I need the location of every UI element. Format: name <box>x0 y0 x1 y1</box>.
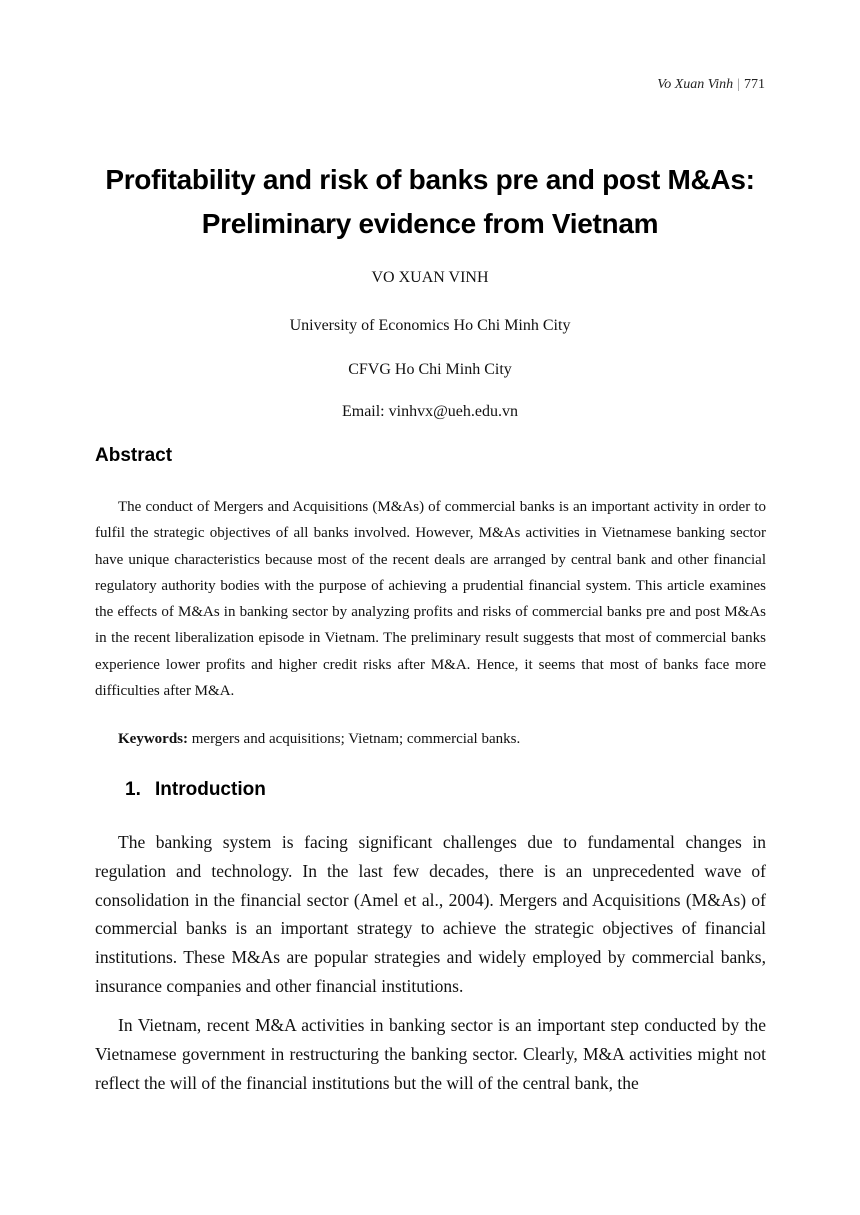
intro-paragraph-1: The banking system is facing significant challenges due to fundamental changes in regulation and technology. In the last few decades, there is an unprecedented wave of consolidation in the financial sector (Amel et al., 2004). Mergers and Acquisitions (M&As) of commercial banks is an important strategy to achieve the strategic objectives of financial institutions. These M&As are popular strategies and widely employed by commercial banks, insurance companies and other financial institutions. <box>95 832 766 996</box>
running-head <box>657 77 765 93</box>
author-name: VO XUAN VINH <box>371 269 489 286</box>
section-heading-introduction <box>125 779 266 801</box>
keywords-text: mergers and acquisitions; Vietnam; commercial banks. <box>191 731 521 747</box>
keywords <box>118 731 520 748</box>
page-number: 771 <box>744 77 765 92</box>
paper-title-line-1: Profitability and risk of banks pre and post M&As: <box>105 164 755 195</box>
author-email: Email: vinhvx@ueh.edu.vn <box>341 403 519 420</box>
abstract-text: The conduct of Mergers and Acquisitions (M&As) of commercial banks is an important activity in order to fulfil the strategic objectives of all banks involved. However, M&As activities in Vietnamese banking sector have unique characteristics because most of the recent deals are arranged by central bank and other financial regulatory authority bodies with the purpose of achieving a prudential financial system. This article examines the effects of M&As in banking sector by analyzing profits and risks of commercial banks pre and post M&As in the recent liberalization episode in Vietnam. The preliminary result suggests that most of commercial banks experience lower profits and higher credit risks after M&A. Hence, it seems that most of banks face more difficulties after M&A. <box>95 499 766 700</box>
abstract-heading: Abstract <box>95 445 173 466</box>
paper-title <box>60 158 800 246</box>
section-title: Introduction <box>155 779 266 800</box>
paper-title-line-2: Preliminary evidence from Vietnam <box>201 208 659 239</box>
running-head-author: Vo Xuan Vinh <box>657 77 734 92</box>
running-head-separator: | <box>737 77 740 92</box>
section-number: 1. <box>125 779 141 800</box>
affiliation-1: University of Economics Ho Chi Minh City <box>289 317 571 334</box>
affiliation-2: CFVG Ho Chi Minh City <box>348 361 512 378</box>
intro-paragraph-2: In Vietnam, recent M&A activities in banking sector is an important step conducted by the Vietnamese government in restructuring the banking sector. Clearly, M&A activities might not reflect the will of the financial institutions but the will of the central bank, the <box>95 1015 766 1093</box>
keywords-label: Keywords: <box>118 731 188 747</box>
